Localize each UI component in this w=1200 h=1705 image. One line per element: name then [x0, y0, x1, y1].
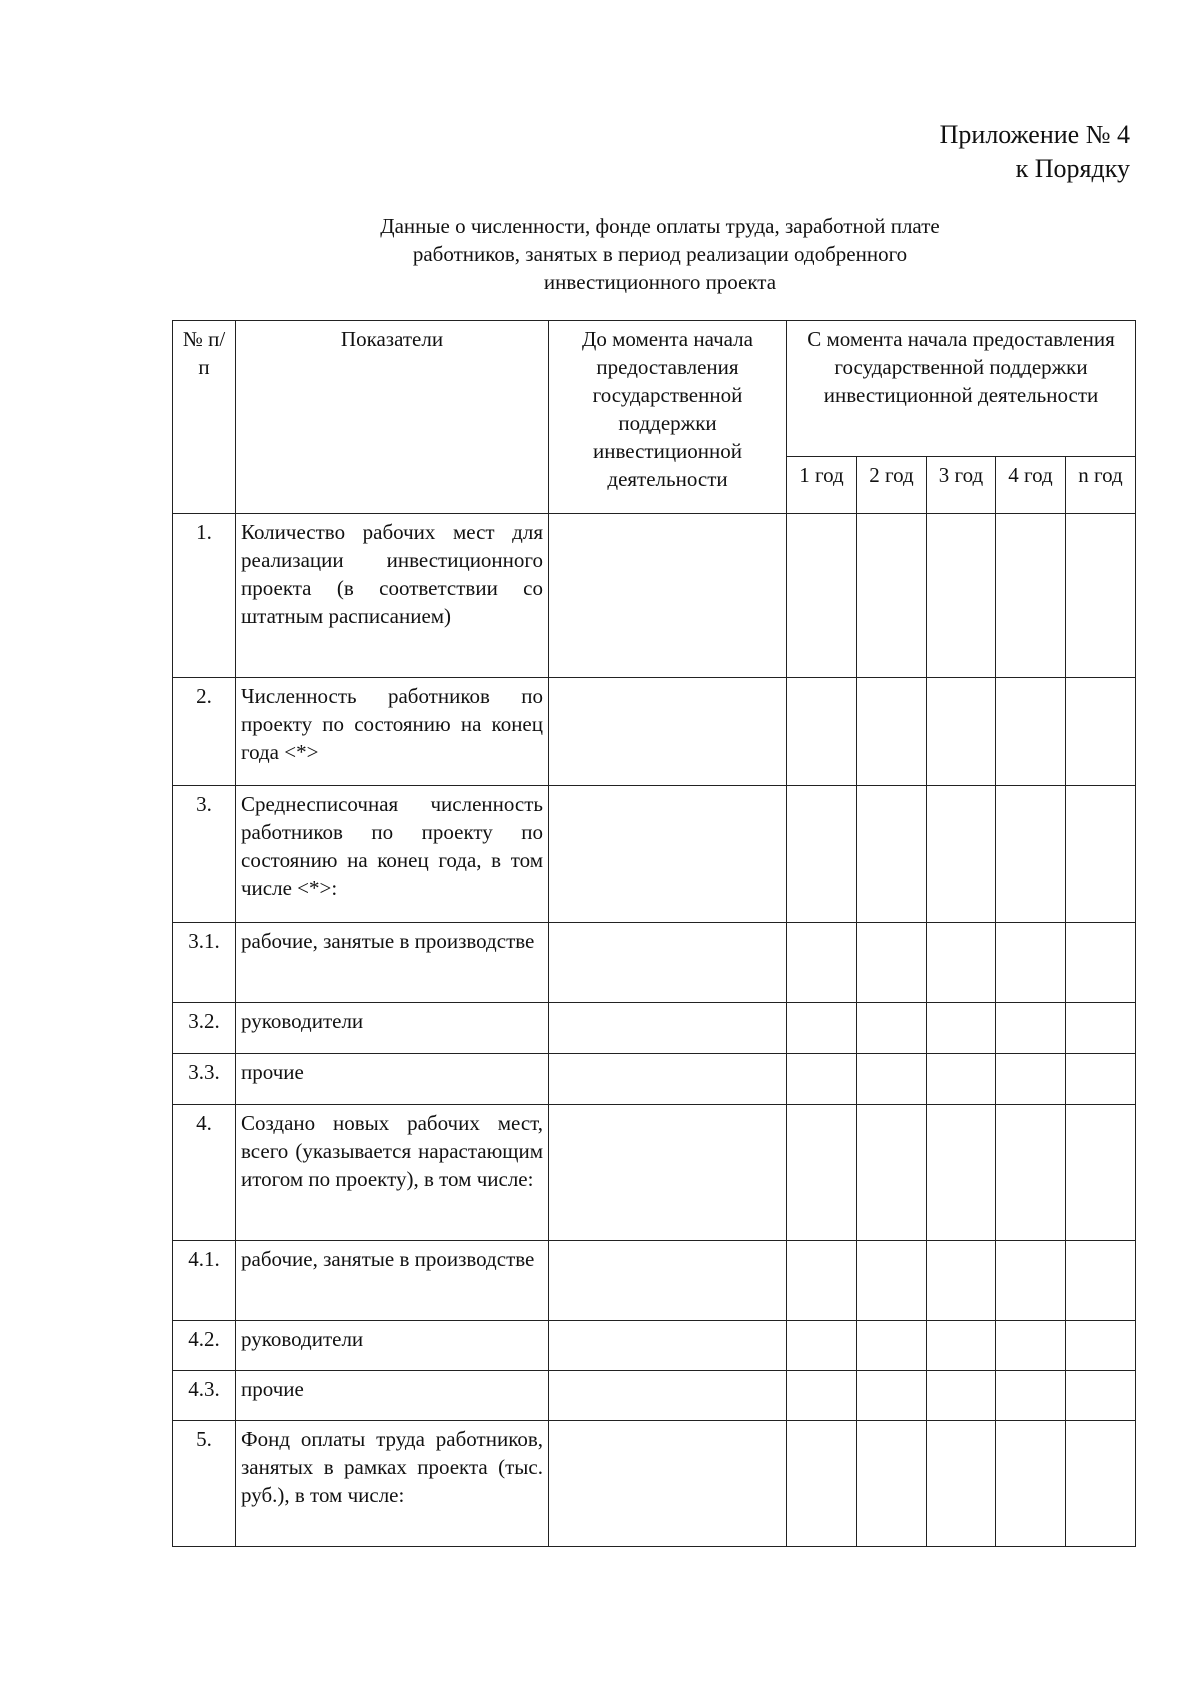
cell-year-4 [996, 1241, 1066, 1321]
row-indicator: рабочие, занятые в производстве [236, 923, 549, 1003]
cell-year-1 [787, 1371, 857, 1421]
header-year-4: 4 год [996, 457, 1066, 514]
cell-year-2 [857, 514, 927, 678]
row-number: 4.2. [173, 1321, 236, 1371]
title-line-2: работников, занятых в период реализации одобренного [412, 242, 908, 266]
cell-year-1 [787, 678, 857, 786]
header-indicators [236, 321, 549, 514]
header-num [173, 321, 236, 514]
cell-year-n [1066, 1105, 1136, 1241]
cell-year-n [1066, 1054, 1136, 1105]
cell-year-4 [996, 1003, 1066, 1054]
cell-year-1 [787, 1105, 857, 1241]
header-year-n: n год [1066, 457, 1136, 514]
cell-year-1 [787, 923, 857, 1003]
cell-year-1 [787, 786, 857, 923]
row-indicator: Создано новых рабочих мест, всего (указывается нарастающим итогом по проекту), в том числе: [236, 1105, 549, 1241]
header-year-1: 1 год [787, 457, 857, 514]
table-row [173, 1241, 1136, 1321]
header-indicators-label: Показатели [340, 327, 444, 351]
cell-year-n [1066, 1003, 1136, 1054]
cell-year-1 [787, 1321, 857, 1371]
row-indicator: рабочие, занятые в производстве [236, 1241, 549, 1321]
cell-before [549, 514, 787, 678]
cell-year-3 [927, 1003, 996, 1054]
employment-data-table [172, 320, 1136, 1547]
table-row [173, 1321, 1136, 1371]
cell-year-n [1066, 1421, 1136, 1547]
cell-before [549, 1321, 787, 1371]
row-indicator: прочие [236, 1371, 549, 1421]
appendix-reference [940, 118, 1130, 186]
cell-year-3 [927, 1421, 996, 1547]
row-number: 5. [173, 1421, 236, 1547]
appendix-number: Приложение № 4 [939, 120, 1130, 149]
table-row [173, 786, 1136, 923]
cell-year-2 [857, 1241, 927, 1321]
row-number: 3. [173, 786, 236, 923]
header-row-1 [173, 321, 1136, 457]
cell-year-1 [787, 1003, 857, 1054]
appendix-order-ref: к Порядку [1015, 154, 1130, 183]
cell-before [549, 1421, 787, 1547]
row-indicator: руководители [236, 1321, 549, 1371]
table-row [173, 678, 1136, 786]
cell-year-4 [996, 678, 1066, 786]
cell-year-1 [787, 1421, 857, 1547]
cell-year-4 [996, 1421, 1066, 1547]
cell-year-3 [927, 1054, 996, 1105]
cell-year-4 [996, 1371, 1066, 1421]
row-number: 3.3. [173, 1054, 236, 1105]
header-num-label: № п/п [182, 327, 226, 379]
row-number: 4. [173, 1105, 236, 1241]
cell-year-n [1066, 786, 1136, 923]
cell-year-3 [927, 1321, 996, 1371]
cell-year-2 [857, 1105, 927, 1241]
cell-before [549, 1054, 787, 1105]
cell-year-2 [857, 1321, 927, 1371]
cell-year-1 [787, 514, 857, 678]
cell-year-4 [996, 514, 1066, 678]
row-number: 4.1. [173, 1241, 236, 1321]
row-indicator: Среднесписочная численность работников по проекту по состоянию на конец года, в том числе <*>: [236, 786, 549, 923]
cell-year-2 [857, 678, 927, 786]
header-year-3: 3 год [927, 457, 996, 514]
row-indicator: Численность работников по проекту по состоянию на конец года <*> [236, 678, 549, 786]
cell-year-3 [927, 1371, 996, 1421]
cell-year-n [1066, 1321, 1136, 1371]
cell-year-n [1066, 1371, 1136, 1421]
cell-before [549, 1371, 787, 1421]
table-row [173, 923, 1136, 1003]
cell-year-4 [996, 923, 1066, 1003]
cell-year-1 [787, 1054, 857, 1105]
cell-year-4 [996, 1105, 1066, 1241]
header-after-support-label: С момента начала предоставления государственной поддержки инвестиционной деятельности [807, 327, 1115, 407]
cell-year-2 [857, 786, 927, 923]
cell-year-3 [927, 678, 996, 786]
cell-year-2 [857, 1054, 927, 1105]
cell-year-3 [927, 923, 996, 1003]
row-indicator: Фонд оплаты труда работников, занятых в рамках проекта (тыс. руб.), в том числе: [236, 1421, 549, 1547]
cell-year-1 [787, 1241, 857, 1321]
row-number: 3.2. [173, 1003, 236, 1054]
header-after-support [787, 321, 1136, 457]
header-before-support [549, 321, 787, 514]
cell-year-3 [927, 786, 996, 923]
cell-year-4 [996, 786, 1066, 923]
cell-year-3 [927, 1105, 996, 1241]
cell-year-n [1066, 678, 1136, 786]
title-line-1: Данные о численности, фонде оплаты труда, заработной плате [380, 214, 940, 238]
header-before-support-label: До момента начала предоставления государственной поддержки инвестиционной деятельности [582, 327, 753, 491]
table-row [173, 1003, 1136, 1054]
header-year-2: 2 год [857, 457, 927, 514]
cell-before [549, 786, 787, 923]
row-number: 4.3. [173, 1371, 236, 1421]
row-number: 1. [173, 514, 236, 678]
cell-before [549, 923, 787, 1003]
cell-year-4 [996, 1321, 1066, 1371]
table-row [173, 514, 1136, 678]
table-row [173, 1421, 1136, 1547]
row-indicator: Количество рабочих мест для реализации инвестиционного проекта (в соответствии со штатным расписанием) [236, 514, 549, 678]
cell-before [549, 1105, 787, 1241]
cell-before [549, 678, 787, 786]
title-line-3: инвестиционного проекта [543, 270, 777, 294]
cell-year-n [1066, 1241, 1136, 1321]
cell-year-n [1066, 923, 1136, 1003]
row-indicator: руководители [236, 1003, 549, 1054]
cell-year-2 [857, 923, 927, 1003]
row-number: 3.1. [173, 923, 236, 1003]
cell-year-2 [857, 1371, 927, 1421]
cell-year-2 [857, 1003, 927, 1054]
document-title [280, 212, 1040, 296]
table-row [173, 1105, 1136, 1241]
cell-before [549, 1241, 787, 1321]
cell-before [549, 1003, 787, 1054]
cell-year-3 [927, 514, 996, 678]
row-indicator: прочие [236, 1054, 549, 1105]
cell-year-3 [927, 1241, 996, 1321]
cell-year-n [1066, 514, 1136, 678]
row-number: 2. [173, 678, 236, 786]
table-row [173, 1054, 1136, 1105]
cell-year-2 [857, 1421, 927, 1547]
cell-year-4 [996, 1054, 1066, 1105]
table-row [173, 1371, 1136, 1421]
